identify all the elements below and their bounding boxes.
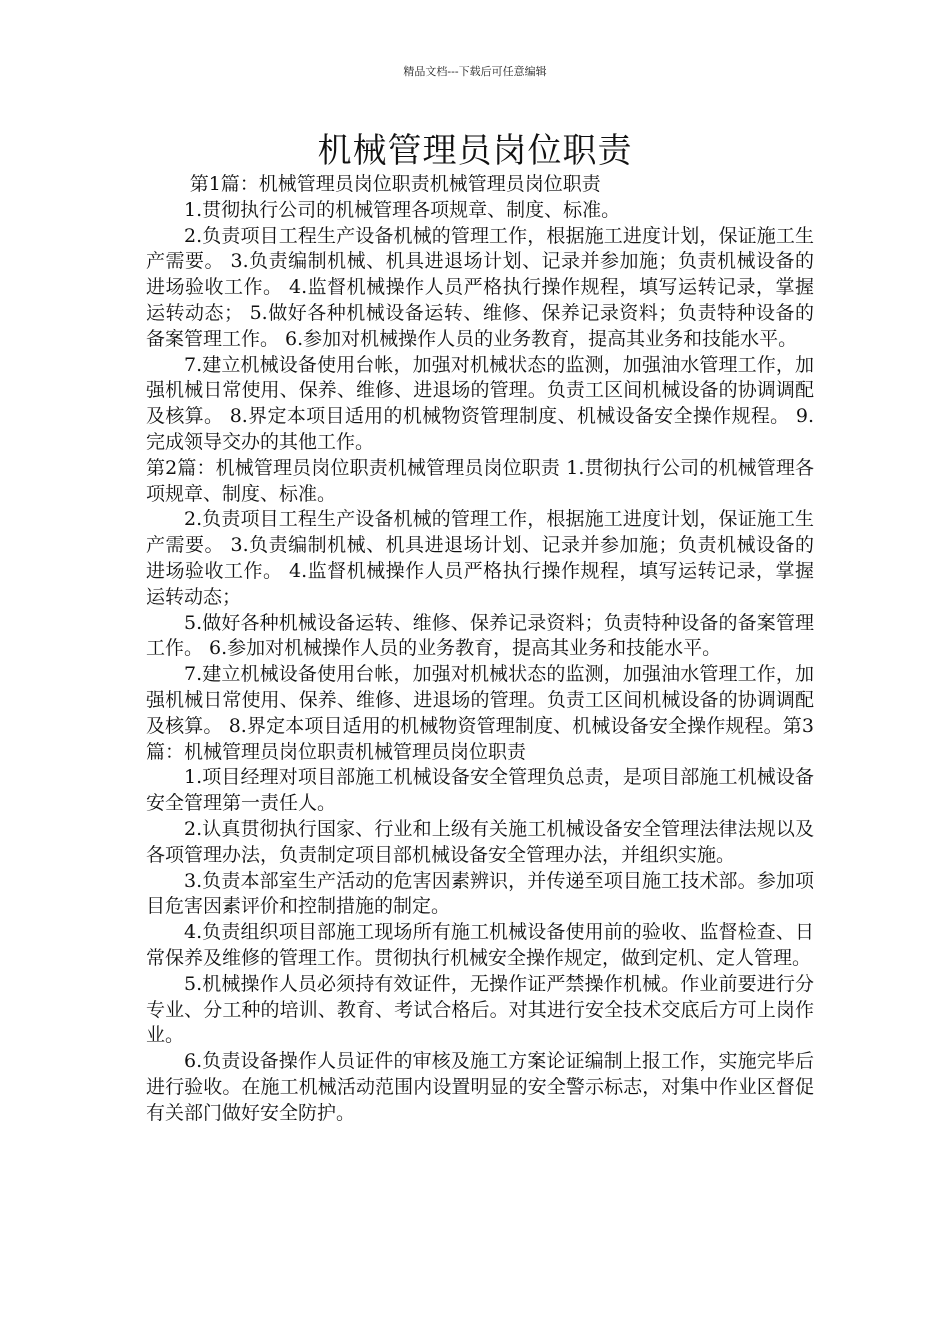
paragraph: 6.负责设备操作人员证件的审核及施工方案论证编制上报工作，实施完毕后进行验收。在施工机械活动范围内设置明显的安全警示标志，对集中作业区督促有关部门做好安全防护。: [146, 1050, 814, 1124]
paragraph: 第2篇：机械管理员岗位职责机械管理员岗位职责 1.贯彻执行公司的机械管理各项规章、制度、标准。: [146, 456, 814, 505]
paragraph: 1.项目经理对项目部施工机械设备安全管理负总责，是项目部施工机械设备安全管理第一责任人。: [146, 766, 814, 815]
paragraph: 3.负责本部室生产活动的危害因素辨识，并传递至项目施工技术部。参加项目危害因素评价和控制措施的制定。: [146, 869, 814, 918]
paragraph: 7.建立机械设备使用台帐，加强对机械状态的监测，加强油水管理工作，加强机械日常使用、保养、维修、进退场的管理。负责工区间机械设备的协调调配及核算。 8.界定本项目适用的机械物资管理制度、机械设备安全操作规程。第3篇：机械管理员岗位职责机械管理员岗位职责: [146, 663, 814, 763]
paragraph: 7.建立机械设备使用台帐，加强对机械状态的监测，加强油水管理工作，加强机械日常使用、保养、维修、进退场的管理。负责工区间机械设备的协调调配及核算。 8.界定本项目适用的机械物资管理制度、机械设备安全操作规程。 9.完成领导交办的其他工作。: [146, 353, 814, 453]
document-body: [146, 172, 814, 1126]
paragraph: 1.贯彻执行公司的机械管理各项规章、制度、标准。: [184, 198, 621, 221]
paragraph: 第1篇：机械管理员岗位职责机械管理员岗位职责: [189, 173, 601, 195]
paragraph: 2.负责项目工程生产设备机械的管理工作，根据施工进度计划，保证施工生产需要。 3.负责编制机械、机具进退场计划、记录并参加施；负责机械设备的进场验收工作。 4.监督机械操作人员严格执行操作规程，填写运转记录，掌握运转动态；: [146, 508, 814, 608]
document-title: 机械管理员岗位职责: [317, 131, 633, 171]
paragraph: 2.负责项目工程生产设备机械的管理工作，根据施工进度计划，保证施工生产需要。 3.负责编制机械、机具进退场计划、记录并参加施；负责机械设备的进场验收工作。 4.监督机械操作人员严格执行操作规程，填写运转记录，掌握运转动态； 5.做好各种机械设备运转、维修、保养记录资料；负责特种设备的备案管理工作。 6.参加对机械操作人员的业务教育，提高其业务和技能水平。: [146, 224, 814, 350]
page-header: 精品文档---下载后可任意编辑: [403, 65, 547, 78]
paragraph: 4.负责组织项目部施工现场所有施工机械设备使用前的验收、监督检查、日常保养及维修的管理工作。贯彻执行机械安全操作规定，做到定机、定人管理。: [146, 921, 814, 969]
paragraph: 5.做好各种机械设备运转、维修、保养记录资料；负责特种设备的备案管理工作。 6.参加对机械操作人员的业务教育，提高其业务和技能水平。: [146, 611, 814, 660]
paragraph: 2.认真贯彻执行国家、行业和上级有关施工机械设备安全管理法律法规以及各项管理办法，负责制定项目部机械设备安全管理办法，并组织实施。: [146, 817, 814, 866]
paragraph: 5.机械操作人员必须持有效证件，无操作证严禁操作机械。作业前要进行分专业、分工种的培训、教育、考试合格后。对其进行安全技术交底后方可上岗作业。: [146, 972, 814, 1047]
